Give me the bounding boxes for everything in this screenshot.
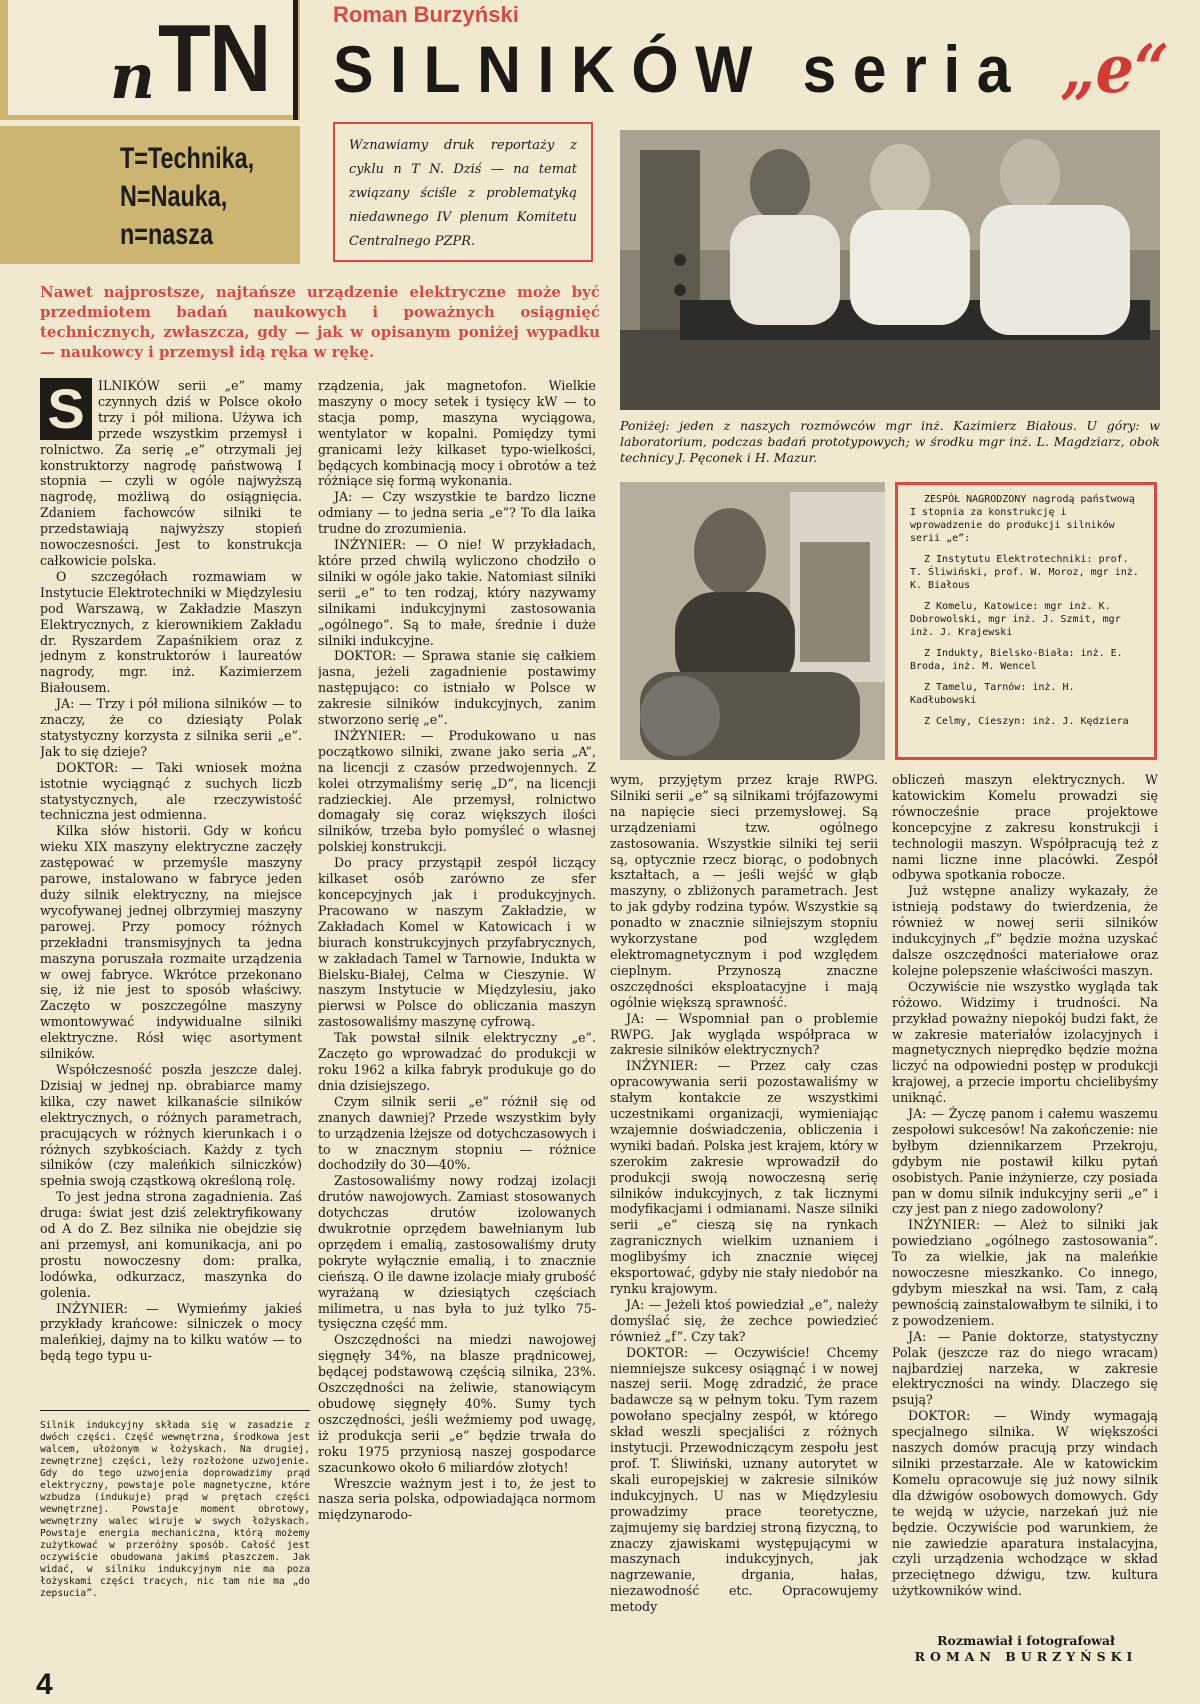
paragraph: O szczegółach rozmawiam w Instytucie Elektrotechniki w Międzylesiu pod Warszawą, w Zakładzie Maszyn Elektrycznych, z kierownikiem Zakładu dr. Ryszardem Zapaśnikiem oraz z jednym z konstruktorów i laureatów nagrody, mgr. inż. Kazimierzem Białousem. — [40, 568, 302, 696]
lab-photo-image — [620, 130, 1160, 410]
paragraph: JA: — Wspomniał pan o problemie RWPG. Jak wygląda współpraca w zakresie silników elektrycznych? — [610, 1010, 878, 1058]
paragraph: INŻYNIER: — Produkowano u nas początkowo silniki, zwane jako seria „A”, na licencji z czasów przedwojennych. Z kolei otrzymaliśmy serię „D”, na licencji radzieckiej. Ale przemysł, rolnictwo domagały się coraz większych ilości silników, trzeba było pomyśleć o własnej polskiej konstrukcji. — [318, 727, 596, 855]
intro-box: Wznawiamy druk reportaży z cyklu n T N. Dziś — na temat związany ściśle z problematyką niedawnego IV plenum Komitetu Centralnego PZPR. — [333, 122, 593, 262]
paragraph: JA: — Jeżeli ktoś powiedział „e”, należy domyślać się, że zechce powiedzieć również „f”. Czy tak? — [610, 1296, 878, 1344]
paragraph: To jest jedna strona zagadnienia. Zaś druga: świat jest dziś zelektryfikowany od A do Z. Bez silnika nie obejdzie się ani przemysł, ani komunikacja, ani po prostu nowoczesny dom: pralka, lodówka, odkurzacz, maszynka do golenia. — [40, 1189, 302, 1300]
legend-nauka: N=Nauka, — [120, 180, 228, 213]
article-column-4 — [892, 772, 1158, 1628]
article-column-1 — [40, 378, 302, 1406]
paragraph: DOKTOR: — Windy wymagają specjalnego silnika. W większości naszych domów pracują przy windach silniki przestarzałe. Ale w katowickim Komelu opracowuje się już nowy silnik dla dźwigów osobowych domowych. Gdy te wejdą w użycie, narzekań już nie będzie. Oczywiście pod warunkiem, że nie zawiedzie aparatura instalacyjna, czyli urządzenia wchodzące w skład przeciętnego dźwigu, tzw. kultura użytkowników wind. — [892, 1408, 1158, 1599]
page-number: 4 — [36, 1668, 53, 1701]
drop-cap: S — [40, 378, 92, 440]
prize-item: Z Komelu, Katowice: mgr inż. K. Dobrowolski, mgr inż. J. Szmit, mgr inż. J. Krajewski — [910, 601, 1121, 638]
paragraph: JA: — Panie doktorze, statystyczny Polak (jeszcze raz do niego wracam) najbardziej narzeka, w zakresie elektryczności na windy. Dlaczego się psują? — [892, 1328, 1158, 1408]
paragraph: JA: — Życzę panom i całemu waszemu zespołowi sukcesów! Na zakończenie: nie byłbym dziennikarzem Przekroju, gdybym nie postawił kilku pytań osobistych. Panie inżynierze, czy posiada pan w domu silnik indukcyjny serii „e” i czy jest pan z niego zadowolony? — [892, 1106, 1158, 1217]
paragraph: Tak powstał silnik elektryczny „e”. Zaczęto go wprowadzać do produkcji w roku 1962 a kilka fabryk produkuje go do dnia dzisiejszego. — [318, 1030, 596, 1093]
logo-divider — [293, 0, 298, 120]
paragraph: INŻYNIER: — Przez cały czas opracowywania serii pozostawaliśmy w stałym kontakcie ze wszystkimi uczestnikami organizacji, wymieniając wzajemnie doświadczenia, obliczenia i wyniki badań. Polska jest krajem, który w szerokim zakresie wprowadził do produkcji swoją nowoczesną serię silników indukcyjnych, z tak licznymi modyfikacjami i odmianami. Nasze silniki serii „e” cieszą się na rynkach zagranicznych wielkim uznaniem i moglibyśmy ich znacznie więcej eksportować, gdyby nie stały niedobór na rynku krajowym. — [610, 1058, 878, 1296]
legend-nasza: n=nasza — [120, 218, 214, 251]
sidebar-note: Silnik indukcyjny składa się w zasadzie z dwóch części. Część wewnętrzna, środkowa jest walcem, ułożonym w łożyskach. Na drugiej, zewnętrznej części, leży rozłożone uzwojenie. Gdy do tego uzwojenia doprowadzimy prąd elektryczny, powstaje pole magnetyczne, które wzbudza (indukuje) prąd w prętach części wewnętrznej. Powstaje moment obrotowy, wewnętrzny walec wiruje w swych łożyskach. Powstaje energia mechaniczna, którą możemy zużytkować w przeróżny sposób. Całość jest oczywiście obudowana jakimś płaszczem. Jak widać, w silniku indukcyjnym nie ma poza łożyskami części tracych, nic tam nie ma „do zepsucia”. — [40, 1420, 310, 1599]
article-column-2 — [318, 378, 596, 1668]
legend-block — [0, 126, 300, 264]
prize-item: Z Tamelu, Tarnów: inż. H. Kadłubowski — [910, 682, 1075, 706]
signature-line: Rozmawiał i fotografował — [937, 1633, 1115, 1648]
portrait-photo — [620, 482, 885, 760]
signature-name: ROMAN BURZYŃSKI — [914, 1649, 1138, 1664]
paragraph: DOKTOR: — Sprawa stanie się całkiem jasna, jeżeli zagadnienie postawimy następująco: co istniało w Polsce w zakresie silników indukcyjnych, zanim stworzono serię „e”. — [318, 648, 596, 728]
paragraph: Wreszcie ważnym jest i to, że jest to nasza seria polska, odpowiadająca normom międzynarodo- — [318, 1475, 596, 1523]
logo-block — [0, 0, 300, 120]
logo-small-n: n — [110, 40, 156, 113]
lead-paragraph: Nawet najprostsze, najtańsze urządzenie elektryczne może być przedmiotem badań naukowych i poważnych osiągnięć technicznych, zwłaszcza, gdy — jak w opisanym poniżej wypadku — naukowcy i przemysł idą ręka w rękę. — [40, 283, 600, 361]
article-title — [333, 30, 1169, 108]
paragraph: JA: — Czy wszystkie te bardzo liczne odmiany — to jedna seria „e”? To dla laika trudne do zrozumienia. — [318, 489, 596, 537]
paragraph: wym, przyjętym przez kraje RWPG. Silniki serii „e” są silnikami trójfazowymi na napięcie sieci przemysłowej. Są urządzeniami tzw. ogólnego zastosowania. Wszystkie silniki tej serii są, optycznie rzecz biorąc, o podobnych kształtach, a — jeśli wejść w głąb maszyny, o zbliżonych parametrach. Jest to jak gdyby rodzina typów. Wszystkie są ponadto w znacznie silniejszym stopniu wykorzystane pod względem elektromagnetycznym i pod względem cieplnym. Przynoszą znaczne oszczędności eksploatacyjne i mają ogólnie większą sprawność. — [610, 772, 878, 1010]
paragraph: Oczywiście nie wszystko wygląda tak różowo. Widzimy i trudności. Na przykład poważny niepokój budzi fakt, że w zakresie materiałów izolacyjnych i magnetycznych nieprędko będzie można liczyć na odpowiedni postęp w produkcji krajowej, a przecie importu chcielibyśmy uniknąć. — [892, 978, 1158, 1106]
prize-item: Z Indukty, Bielsko-Biała: inż. E. Broda, inż. M. Wencel — [910, 648, 1123, 672]
paragraph: Już wstępne analizy wykazały, że istnieją podstawy do twierdzenia, że również w nowej serii silników indukcyjnych „f” będzie można uzyskać dalsze oszczędności materiałowe oraz kolejne polepszenie właściwości maszyn. — [892, 883, 1158, 978]
photo-caption: Poniżej: jeden z naszych rozmówców mgr inż. Kazimierz Białous. U góry: w laboratorium, podczas badań prototypowych; w środku mgr inż. L. Magdziarz, obok technicy J. Pęconek i H. Mazur. — [620, 418, 1160, 465]
portrait-photo-image — [620, 482, 885, 760]
title-main: SILNIKÓW seria — [333, 32, 1028, 106]
title-letter: „e“ — [1060, 30, 1170, 108]
paragraph: Współczesność poszła jeszcze dalej. Dzisiaj w jednej np. obrabiarce mamy kilka, czy nawet kilkanaście silników elektrycznych, o różnych parametrach, pracujących w różnych kierunkach i o różnych szybkościach. Każdy z tych silników (czy maleńkich silniczków) spełnia swoją cząstkową określoną rolę. — [40, 1061, 302, 1189]
paragraph: Kilka słów historii. Gdy w końcu wieku XIX maszyny elektryczne zaczęły zastępować w przemyśle maszyny parowe, instalowano w fabryce jeden duży silnik elektryczny, na miejsce wycofywanej jednej olbrzymiej maszyny parowej. Przy pomocy różnych przekładni transmisyjnych ta jedna maszyna poruszała rozmaite urządzenia w owej fabryce. Wkrótce przekonano się, iż nie jest to sposób właściwy. Zaczęto w poszczególne maszyny wmontowywać indywidualne silniki elektryczne. Rósł więc asortyment silników. — [40, 823, 302, 1062]
prize-item: Z Celmy, Cieszyn: inż. J. Kędziera — [924, 716, 1129, 727]
logo-tn: TN — [158, 5, 270, 112]
prize-item: Z Instytutu Elektrotechniki: prof. T. Śliwiński, prof. W. Moroz, mgr inż. K. Białous — [910, 554, 1139, 591]
paragraph: Oszczędności na miedzi nawojowej sięgnęły 34%, na blasze prądnicowej, będącej podstawową częścią silnika, 23%. Oszczędności na żeliwie, stanowiącym obudowę sięgnęły 40%. Sumy tych oszczędności, jeśli weźmiemy pod uwagę, iż produkcja serii „e” będzie trwała do roku 1975 przyniosą naszej gospodarce szacunkowo około 6 miliardów złotych! — [318, 1332, 596, 1475]
article-column-3 — [610, 772, 878, 1668]
paragraph: obliczeń maszyn elektrycznych. W katowickim Komelu prowadzi się równocześnie prace projektowe koncepcyjne z zakresu konstrukcji i technologii maszyn. Współpracują też z nami liczne inne placówki. Zespół odbywa spotkania robocze. — [892, 772, 1158, 883]
prize-heading: ZESPÓŁ NAGRODZONY nagrodą państwową I stopnia za konstrukcję i wprowadzenie do produkcji silników serii „e”: — [910, 494, 1135, 544]
paragraph: JA: — Trzy i pół miliona silników — to znaczy, że co dziesiąty Polak statystyczny korzysta z silnika serii „e”. Jak to się dzieje? — [40, 696, 302, 759]
signature — [895, 1633, 1157, 1665]
paragraph: INŻYNIER: — Ależ to silniki jak powiedziano „ogólnego zastosowania”. To za wielkie, jak na maleńkie nowoczesne mieszkanko. Co innego, gdybym mieszkał na wsi. Tam, z całą pewnością zainstalowałbym te silniki, i to z powodzeniem. — [892, 1217, 1158, 1328]
paragraph: ILNIKÓW serii „e” mamy czynnych dziś w Polsce około trzy i pół miliona. Używa ich przede wszystkim przemysł i rolnictwo. Za serię „e” otrzymali jej konstruktorzy nagrodę państwową I stopnia — czyli w ogóle najwyższą nagrodę, możliwą do osiągnięcia. Zdaniem fachowców silniki te przedstawiają najwyższy stopień nowoczesności. Jest to konstrukcja całkowicie polska. — [40, 378, 302, 568]
paragraph: DOKTOR: — Taki wniosek można istotnie wyciągnąć z suchych liczb statystycznych, ale rzeczywistość techniczna jest odmienna. — [40, 759, 302, 823]
prize-team-box — [895, 482, 1157, 760]
sidebar-rule — [40, 1410, 310, 1411]
paragraph: INŻYNIER: — O nie! W przykładach, które przed chwilą wyliczono chodziło o silniki w ogóle jako takie. Natomiast silniki serii „e” to ten rodzaj, który nazywamy silnikami indukcyjnymi zastosowania „ogólnego”. Są to małe, średnie i duże silniki indukcyjne. — [318, 537, 596, 648]
paragraph: Zastosowaliśmy nowy rodzaj izolacji drutów nawojowych. Zamiast stosowanych dotychczas drutów izolowanych dwukrotnie oprzędem bawełnianym lub oprzędem i emalią, zastosowaliśmy druty pokryte wyłącznie emalią, i to znacznie cieńszą. O ile dawne izolacje miały grubość wyrażaną w dziesiątych częściach milimetra, u nas była to już tylko 75-tysięczna część mm. — [318, 1173, 596, 1332]
legend-technika: T=Technika, — [120, 142, 255, 175]
lab-photo — [620, 130, 1160, 410]
author-name: Roman Burzyński — [333, 2, 519, 27]
paragraph: Do pracy przystąpił zespół liczący kilkaset osób zarówno ze sfer koncepcyjnych jak i produkcyjnych. Pracowano w naszym Zakładzie, w Zakładach Komel w Katowicach i w biurach konstrukcyjnych przyfabrycznych, w zakładach Tamel w Tarnowie, Indukta w Bielsku-Białej, Celma w Cieszynie. W naszym Instytucie w Międzylesiu, jako pierwsi w Polsce do obliczania maszyn zastosowaliśmy maszynę cyfrową. — [318, 855, 596, 1030]
paragraph: rządzenia, jak magnetofon. Wielkie maszyny o mocy setek i tysięcy kW — to stacja pomp, maszyna wyciągowa, wentylator w kopalni. Pomiędzy tymi granicami leży kilkaset typo-wielkości, będących kombinacją mocy i obrotów a też różniące się formą wykonania. — [318, 378, 596, 489]
paragraph: DOKTOR: — Oczywiście! Chcemy niemniejsze sukcesy osiągnąć i w nowej naszej serii. Mogę zdradzić, że prace badawcze są w pełnym toku. Tym razem powołano specjalny zespół, w którego skład weszli specjaliści z różnych instytucji. Przewodniczącym zespołu jest prof. T. Śliwiński, uznany autorytet w skali europejskiej w zakresie silników indukcyjnych. U nas w Międzylesiu prowadzimy prace teoretyczne, zajmujemy się bardziej stroną fizyczną, to znaczy zjawiskami występującymi w maszynach indukcyjnych, jak nagrzewanie, drgania, hałas, niezawodność etc. Opracowujemy metody — [610, 1344, 878, 1615]
paragraph: Czym silnik serii „e” różnił się od znanych dawniej? Przede wszystkim były to urządzenia lżejsze od dotychczasowych i to w znacznym stopniu — różnice dochodziły do 30—40%. — [318, 1093, 596, 1173]
paragraph: INŻYNIER: — Wymieńmy jakieś przykłady krańcowe: silniczek o mocy maleńkiej, dajmy na to kilku watów — to będą tego typu u- — [40, 1300, 302, 1364]
